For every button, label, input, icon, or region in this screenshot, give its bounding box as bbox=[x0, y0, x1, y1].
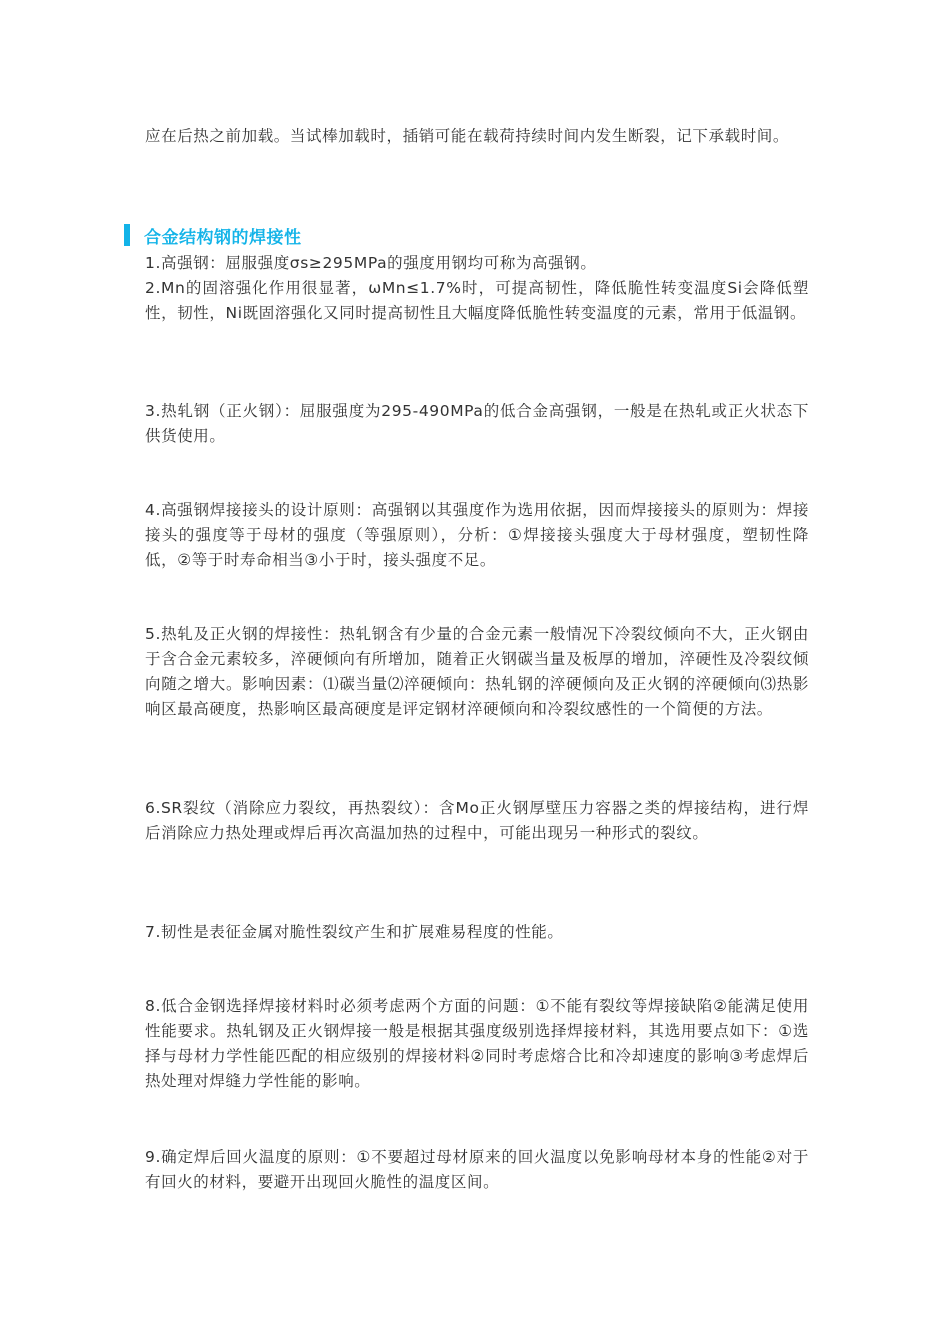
paragraph-8: 8.低合金钢选择焊接材料时必须考虑两个方面的问题：①不能有裂纹等焊接缺陷②能满足使用性能要求。热轧钢及正火钢焊接一般是根据其强度级别选择焊接材料，其选用要点如下：①选择与母材力学性能匹配的相应级别的焊接材料②同时考虑熔合比和冷却速度的影响③考虑焊后热处理对焊缝力学性能的影响。 bbox=[145, 997, 809, 1090]
paragraph-6: 6.SR裂纹（消除应力裂纹，再热裂纹）：含Mo正火钢厚壁压力容器之类的焊接结构，进行焊后消除应力热处理或焊后再次高温加热的过程中，可能出现另一种形式的裂纹。 bbox=[145, 799, 809, 842]
section-title: 合金结构钢的焊接性 bbox=[144, 227, 302, 248]
paragraph-2: 2.Mn的固溶强化作用很显著，ωMn≤1.7%时，可提高韧性，降低脆性转变温度Si会降低塑性，韧性，Ni既固溶强化又同时提高韧性且大幅度降低脆性转变温度的元素，常用于低温钢。 bbox=[145, 279, 809, 322]
paragraph-4: 4.高强钢焊接接头的设计原则：高强钢以其强度作为选用依据，因而焊接接头的原则为：焊接接头的强度等于母材的强度（等强原则），分析：①焊接接头强度大于母材强度，塑韧性降低，②等于时寿命相当③小于时，接头强度不足。 bbox=[145, 501, 809, 569]
paragraph-9: 9.确定焊后回火温度的原则：①不要超过母材原来的回火温度以免影响母材本身的性能②对于有回火的材料，要避开出现回火脆性的温度区间。 bbox=[145, 1148, 809, 1191]
paragraph-3: 3.热轧钢（正火钢）：屈服强度为295-490MPa的低合金高强钢，一般是在热轧或正火状态下供货使用。 bbox=[145, 402, 809, 445]
paragraph-5: 5.热轧及正火钢的焊接性：热轧钢含有少量的合金元素一般情况下冷裂纹倾向不大，正火钢由于含合金元素较多，淬硬倾向有所增加，随着正火钢碳当量及板厚的增加，淬硬性及冷裂纹倾向随之增大。影响因素：⑴碳当量⑵淬硬倾向：热轧钢的淬硬倾向及正火钢的淬硬倾向⑶热影响区最高硬度，热影响区最高硬度是评定钢材淬硬倾向和冷裂纹感性的一个简便的方法。 bbox=[145, 625, 809, 718]
paragraph-7: 7.韧性是表征金属对脆性裂纹产生和扩展难易程度的性能。 bbox=[145, 923, 564, 941]
paragraph-1: 1.高强钢：屈服强度σs≥295MPa的强度用钢均可称为高强钢。 bbox=[145, 254, 597, 272]
intro-paragraph: 应在后热之前加载。当试棒加载时，插销可能在载荷持续时间内发生断裂，记下承载时间。 bbox=[145, 127, 790, 145]
heading-accent-bar bbox=[124, 224, 130, 246]
section-heading bbox=[124, 224, 302, 246]
